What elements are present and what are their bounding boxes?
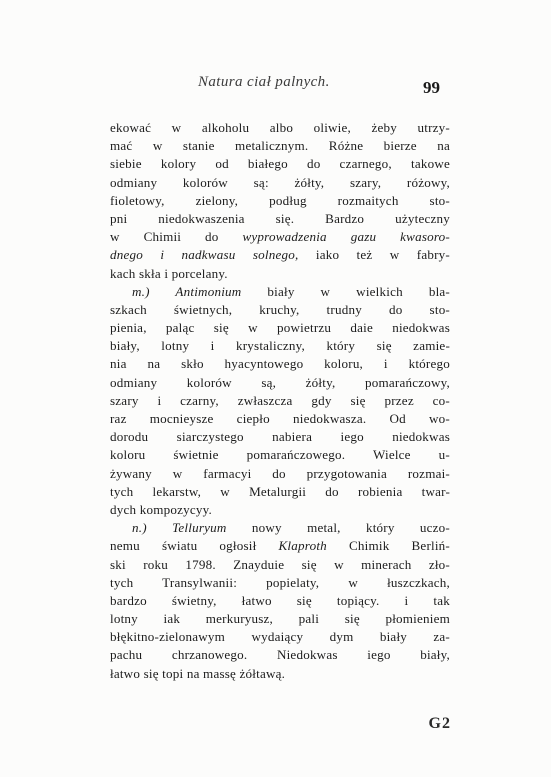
italic-run: dnego i nadkwasu solnego, xyxy=(110,247,299,263)
text-run: nowy metal, który uczo- xyxy=(226,520,450,536)
text-line: nia na skło hyacyntowego koloru, i którego xyxy=(110,356,450,372)
text-run: nemu światu ogłosił xyxy=(110,538,279,554)
italic-run: Antimonium xyxy=(175,283,242,299)
text-line: siebie kolory od białego do czarnego, takowe xyxy=(110,156,450,172)
text-line: dorodu siarczystego nabiera iego niedokwas xyxy=(110,429,450,445)
text-line: lotny iak merkuryusz, pali się płomieniem xyxy=(110,611,450,627)
text-line: koloru świetnie pomarańczowego. Wielce u- xyxy=(110,447,450,463)
text-line: raz mocnieysze ciepło niedokwasza. Od wo- xyxy=(110,411,450,426)
text-line: ekować w alkoholu albo oliwie, żeby utrzy- xyxy=(110,120,450,135)
running-head xyxy=(110,70,440,106)
italic-run: Klaproth xyxy=(278,538,327,554)
text-line: tych lekarstw, w Metalurgii do robienia twar- xyxy=(110,483,450,499)
text-line: tych Transylwanii: popielaty, w łuszczkach, xyxy=(110,574,450,590)
text-line xyxy=(110,228,450,246)
text-line: biały, lotny i krystaliczny, który się zamie- xyxy=(110,338,450,354)
text-line: szkach świetnych, kruchy, trudny do sto- xyxy=(110,301,450,317)
italic-run: wyprowadzenia gazu kwasoro- xyxy=(242,229,450,245)
text-line: kach skła i porcelany. xyxy=(110,265,228,281)
body-text xyxy=(110,119,450,683)
text-line xyxy=(110,246,450,264)
text-line: szary i czarny, zwłaszcza gdy się przez co- xyxy=(110,392,450,408)
text-line xyxy=(110,519,450,537)
text-line: odmiany kolorów są: żółty, szary, różowy, xyxy=(110,174,450,190)
running-title: Natura ciał palnych. xyxy=(198,74,330,90)
italic-run: m.) xyxy=(132,283,176,299)
text-line: łatwo się topi na massę żółtawą. xyxy=(110,665,286,681)
italic-run: n.) xyxy=(132,520,173,536)
text-run: w Chimii do xyxy=(110,229,243,245)
text-line: ski roku 1798. Znayduie się w minerach zło- xyxy=(110,556,450,572)
text-line: pienia, paląc się w powietrzu daie niedokwas xyxy=(110,320,450,336)
text-line: mać w stanie metalicznym. Różne bierze na xyxy=(110,138,450,154)
text-line: błękitno-zielonawym wydaiący dym biały za- xyxy=(110,629,450,645)
text-run: iako też w fabry- xyxy=(298,247,450,263)
text-line: fioletowy, zielony, podług rozmaitych sto- xyxy=(110,192,450,208)
text-line: odmiany kolorów są, żółty, pomarańczowy, xyxy=(110,374,450,390)
text-line: żywany w farmacyi do przygotowania rozmai- xyxy=(110,465,450,481)
text-line: pni niedokwaszenia się. Bardzo użyteczny xyxy=(110,210,450,226)
printer-signature: G2 xyxy=(428,715,451,732)
text-run: Chimik Berliń- xyxy=(326,538,450,554)
text-line: pachu chrzanowego. Niedokwas iego biały, xyxy=(110,647,450,663)
text-line xyxy=(110,537,450,555)
page-number: 99 xyxy=(423,78,440,97)
text-line xyxy=(110,283,450,301)
text-line: bardzo świetny, łatwo się topiący. i tak xyxy=(110,592,450,608)
text-run: biały w wielkich bla- xyxy=(241,283,450,299)
text-line: dych kompozycyy. xyxy=(110,501,212,517)
italic-run: Telluryum xyxy=(172,520,227,536)
